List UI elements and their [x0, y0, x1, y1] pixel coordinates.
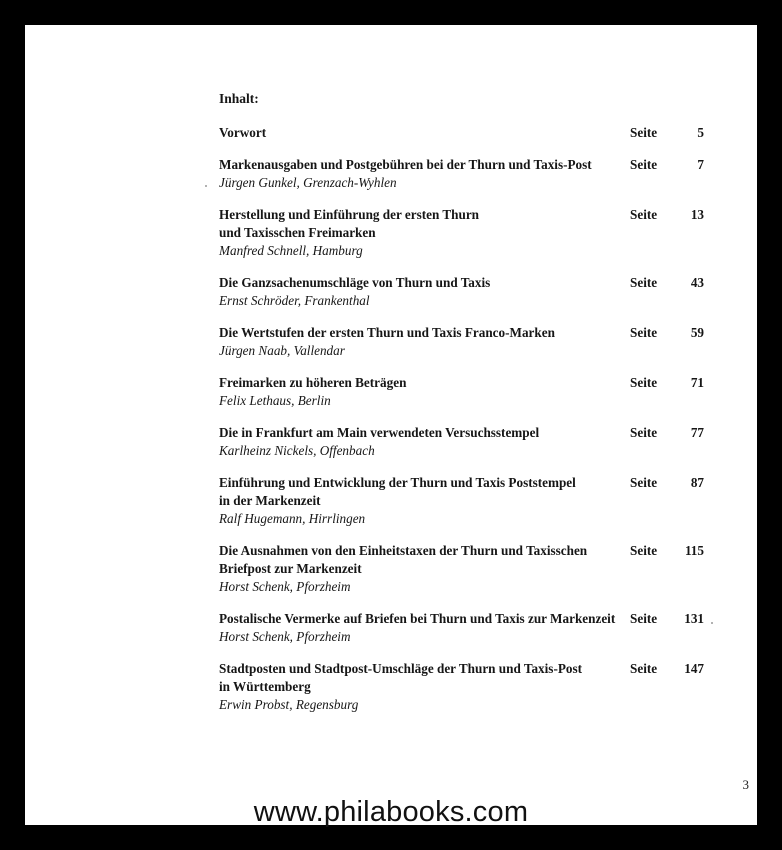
page-label: Seite — [630, 125, 658, 140]
toc-entry — [219, 156, 704, 192]
page-ref-number: 43 — [690, 275, 704, 290]
page-ref-number: 147 — [684, 661, 704, 676]
entry-page-ref — [624, 156, 704, 174]
page-label: Seite — [630, 543, 658, 558]
page-ref-number: 59 — [690, 325, 704, 340]
entry-author: Ernst Schröder, Frankenthal — [219, 293, 370, 308]
entry-title-continued: und Taxisschen Freimarken — [219, 225, 376, 240]
page-ref-number: 115 — [684, 543, 704, 558]
entry-author: Ralf Hugemann, Hirrlingen — [219, 511, 366, 526]
page-ref-number: 5 — [697, 125, 704, 140]
entry-title-continued: Briefpost zur Markenzeit — [219, 561, 362, 576]
entry-title: Die Ganzsachenumschläge von Thurn und Taxis — [219, 275, 491, 290]
entry-page-ref — [624, 374, 704, 392]
entry-title: Die in Frankfurt am Main verwendeten Versuchsstempel — [219, 425, 540, 440]
toc-entry — [219, 124, 704, 142]
entry-title: Herstellung und Einführung der ersten Thurn — [219, 207, 480, 222]
book-page — [25, 25, 757, 825]
page-label: Seite — [630, 661, 658, 676]
toc-entry — [219, 324, 704, 360]
entry-page-ref — [624, 660, 704, 678]
entry-author: Horst Schenk, Pforzheim — [219, 579, 351, 594]
page-number: 3 — [742, 777, 749, 792]
entry-author: Jürgen Naab, Vallendar — [219, 343, 345, 358]
page-ref-number: 77 — [690, 425, 704, 440]
entry-page-ref — [624, 324, 704, 342]
entry-page-ref — [624, 424, 704, 442]
entry-title: Die Ausnahmen von den Einheitstaxen der Thurn und Taxisschen — [219, 543, 588, 558]
paper-speck — [205, 185, 207, 187]
toc-entry — [219, 206, 704, 260]
page-label: Seite — [630, 375, 658, 390]
toc-entry — [219, 542, 704, 596]
page-ref-number: 7 — [697, 157, 704, 172]
entry-title-continued: in Württemberg — [219, 679, 311, 694]
page-label: Seite — [630, 207, 658, 222]
toc-heading: Inhalt: — [219, 91, 259, 106]
entry-title: Stadtposten und Stadtpost-Umschläge der Thurn und Taxis-Post — [219, 661, 583, 676]
watermark-url: www.philabooks.com — [253, 796, 529, 828]
table-of-contents — [219, 90, 704, 728]
entry-title: Vorwort — [219, 125, 267, 140]
entry-author: Manfred Schnell, Hamburg — [219, 243, 363, 258]
toc-entry — [219, 474, 704, 528]
page-ref-number: 87 — [690, 475, 704, 490]
page-label: Seite — [630, 325, 658, 340]
entry-author: Karlheinz Nickels, Offenbach — [219, 443, 375, 458]
toc-entry — [219, 374, 704, 410]
toc-entry — [219, 424, 704, 460]
entry-title: Postalische Vermerke auf Briefen bei Thurn und Taxis zur Markenzeit — [219, 611, 616, 626]
page-ref-number: 13 — [690, 207, 704, 222]
page-label: Seite — [630, 275, 658, 290]
entry-title-continued: in der Markenzeit — [219, 493, 321, 508]
entry-page-ref — [624, 542, 704, 560]
toc-entry — [219, 274, 704, 310]
entry-title: Einführung und Entwicklung der Thurn und Taxis Poststempel — [219, 475, 576, 490]
entry-page-ref — [624, 274, 704, 292]
paper-speck — [711, 622, 713, 624]
entry-author: Felix Lethaus, Berlin — [219, 393, 331, 408]
entry-title: Markenausgaben und Postgebühren bei der Thurn und Taxis-Post — [219, 157, 592, 172]
page-label: Seite — [630, 611, 658, 626]
page-label: Seite — [630, 157, 658, 172]
entry-page-ref — [624, 206, 704, 224]
entry-title: Die Wertstufen der ersten Thurn und Taxis Franco-Marken — [219, 325, 555, 340]
page-ref-number: 71 — [690, 375, 704, 390]
entry-page-ref — [624, 610, 704, 628]
entry-author: Erwin Probst, Regensburg — [219, 697, 359, 712]
entry-page-ref — [624, 124, 704, 142]
page-ref-number: 131 — [684, 611, 704, 626]
entry-title: Freimarken zu höheren Beträgen — [219, 375, 407, 390]
entry-page-ref — [624, 474, 704, 492]
toc-entry — [219, 610, 704, 646]
toc-entry — [219, 660, 704, 714]
entry-author: Jürgen Gunkel, Grenzach-Wyhlen — [219, 175, 397, 190]
page-label: Seite — [630, 425, 658, 440]
page-label: Seite — [630, 475, 658, 490]
entry-author: Horst Schenk, Pforzheim — [219, 629, 351, 644]
